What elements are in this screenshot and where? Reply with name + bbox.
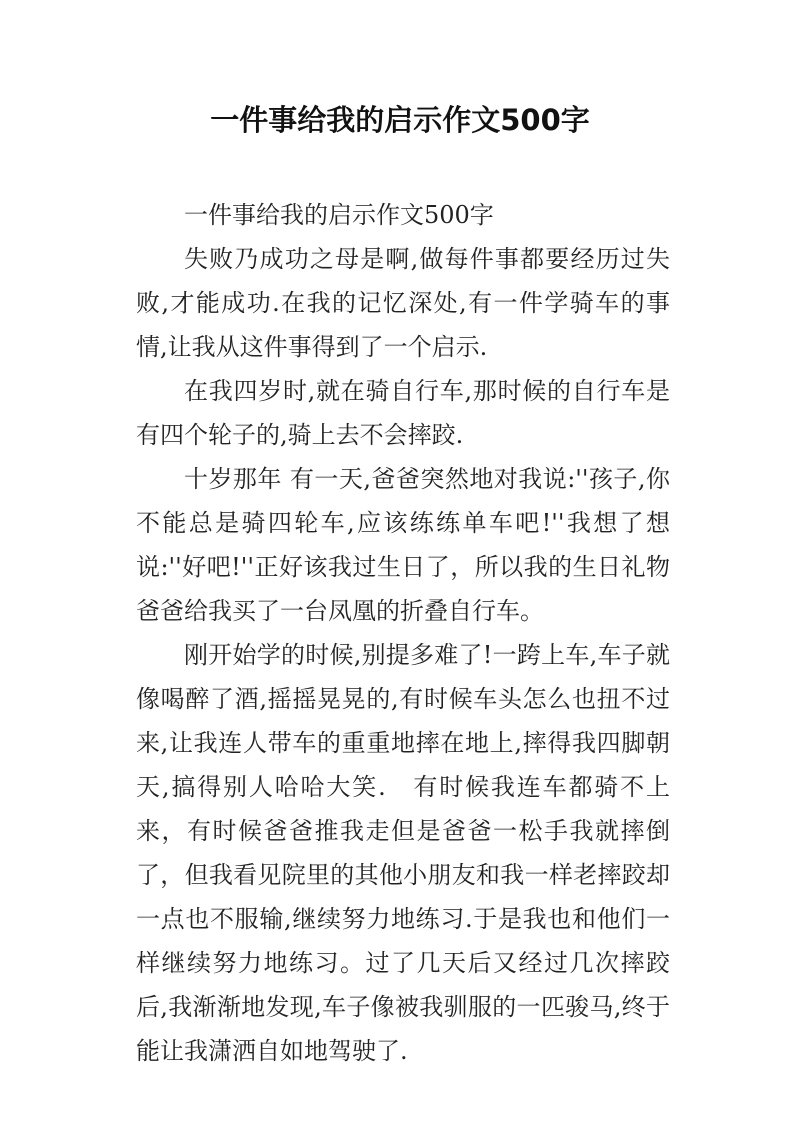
paragraph-intro: 失败乃成功之母是啊,做每件事都要经历过失败,才能成功.在我的记忆深处,有一件学骑车的事情,让我从这件事得到了一个启示.: [136, 245, 670, 361]
paragraph-subtitle: 一件事给我的启示作文500字: [184, 201, 494, 229]
paragraph-age-ten: 十岁那年 有一天,爸爸突然地对我说:''孩子,你不能总是骑四轮车,应该练练单车吧!''我想了想说:''好吧!''正好该我过生日了，所以我的生日礼物爸爸给我买了一台凤凰的折叠自行车。: [136, 465, 670, 625]
paragraph-age-four: 在我四岁时,就在骑自行车,那时候的自行车是有四个轮子的,骑上去不会摔跤.: [136, 377, 670, 449]
paragraph-learning: 刚开始学的时候,别提多难了!一跨上车,车子就像喝醉了酒,摇摇晃晃的,有时候车头怎么也扭不过来,让我连人带车的重重地摔在地上,摔得我四脚朝天,搞得别人哈哈大笑. 有时候我连车都骑不上来，有时候爸爸推我走但是爸爸一松手我就摔倒了，但我看见院里的其他小朋友和我一样老摔跤却一点也不服输,继续努力地练习.于是我也和他们一样继续努力地练习。过了几天后又经过几次摔跤后,我渐渐地发现,车子像被我驯服的一匹骏马,终于能让我潇洒自如地驾驶了.: [136, 641, 670, 1065]
document-body: [136, 193, 670, 1073]
document-title: 一件事给我的启示作文500字: [210, 103, 590, 137]
